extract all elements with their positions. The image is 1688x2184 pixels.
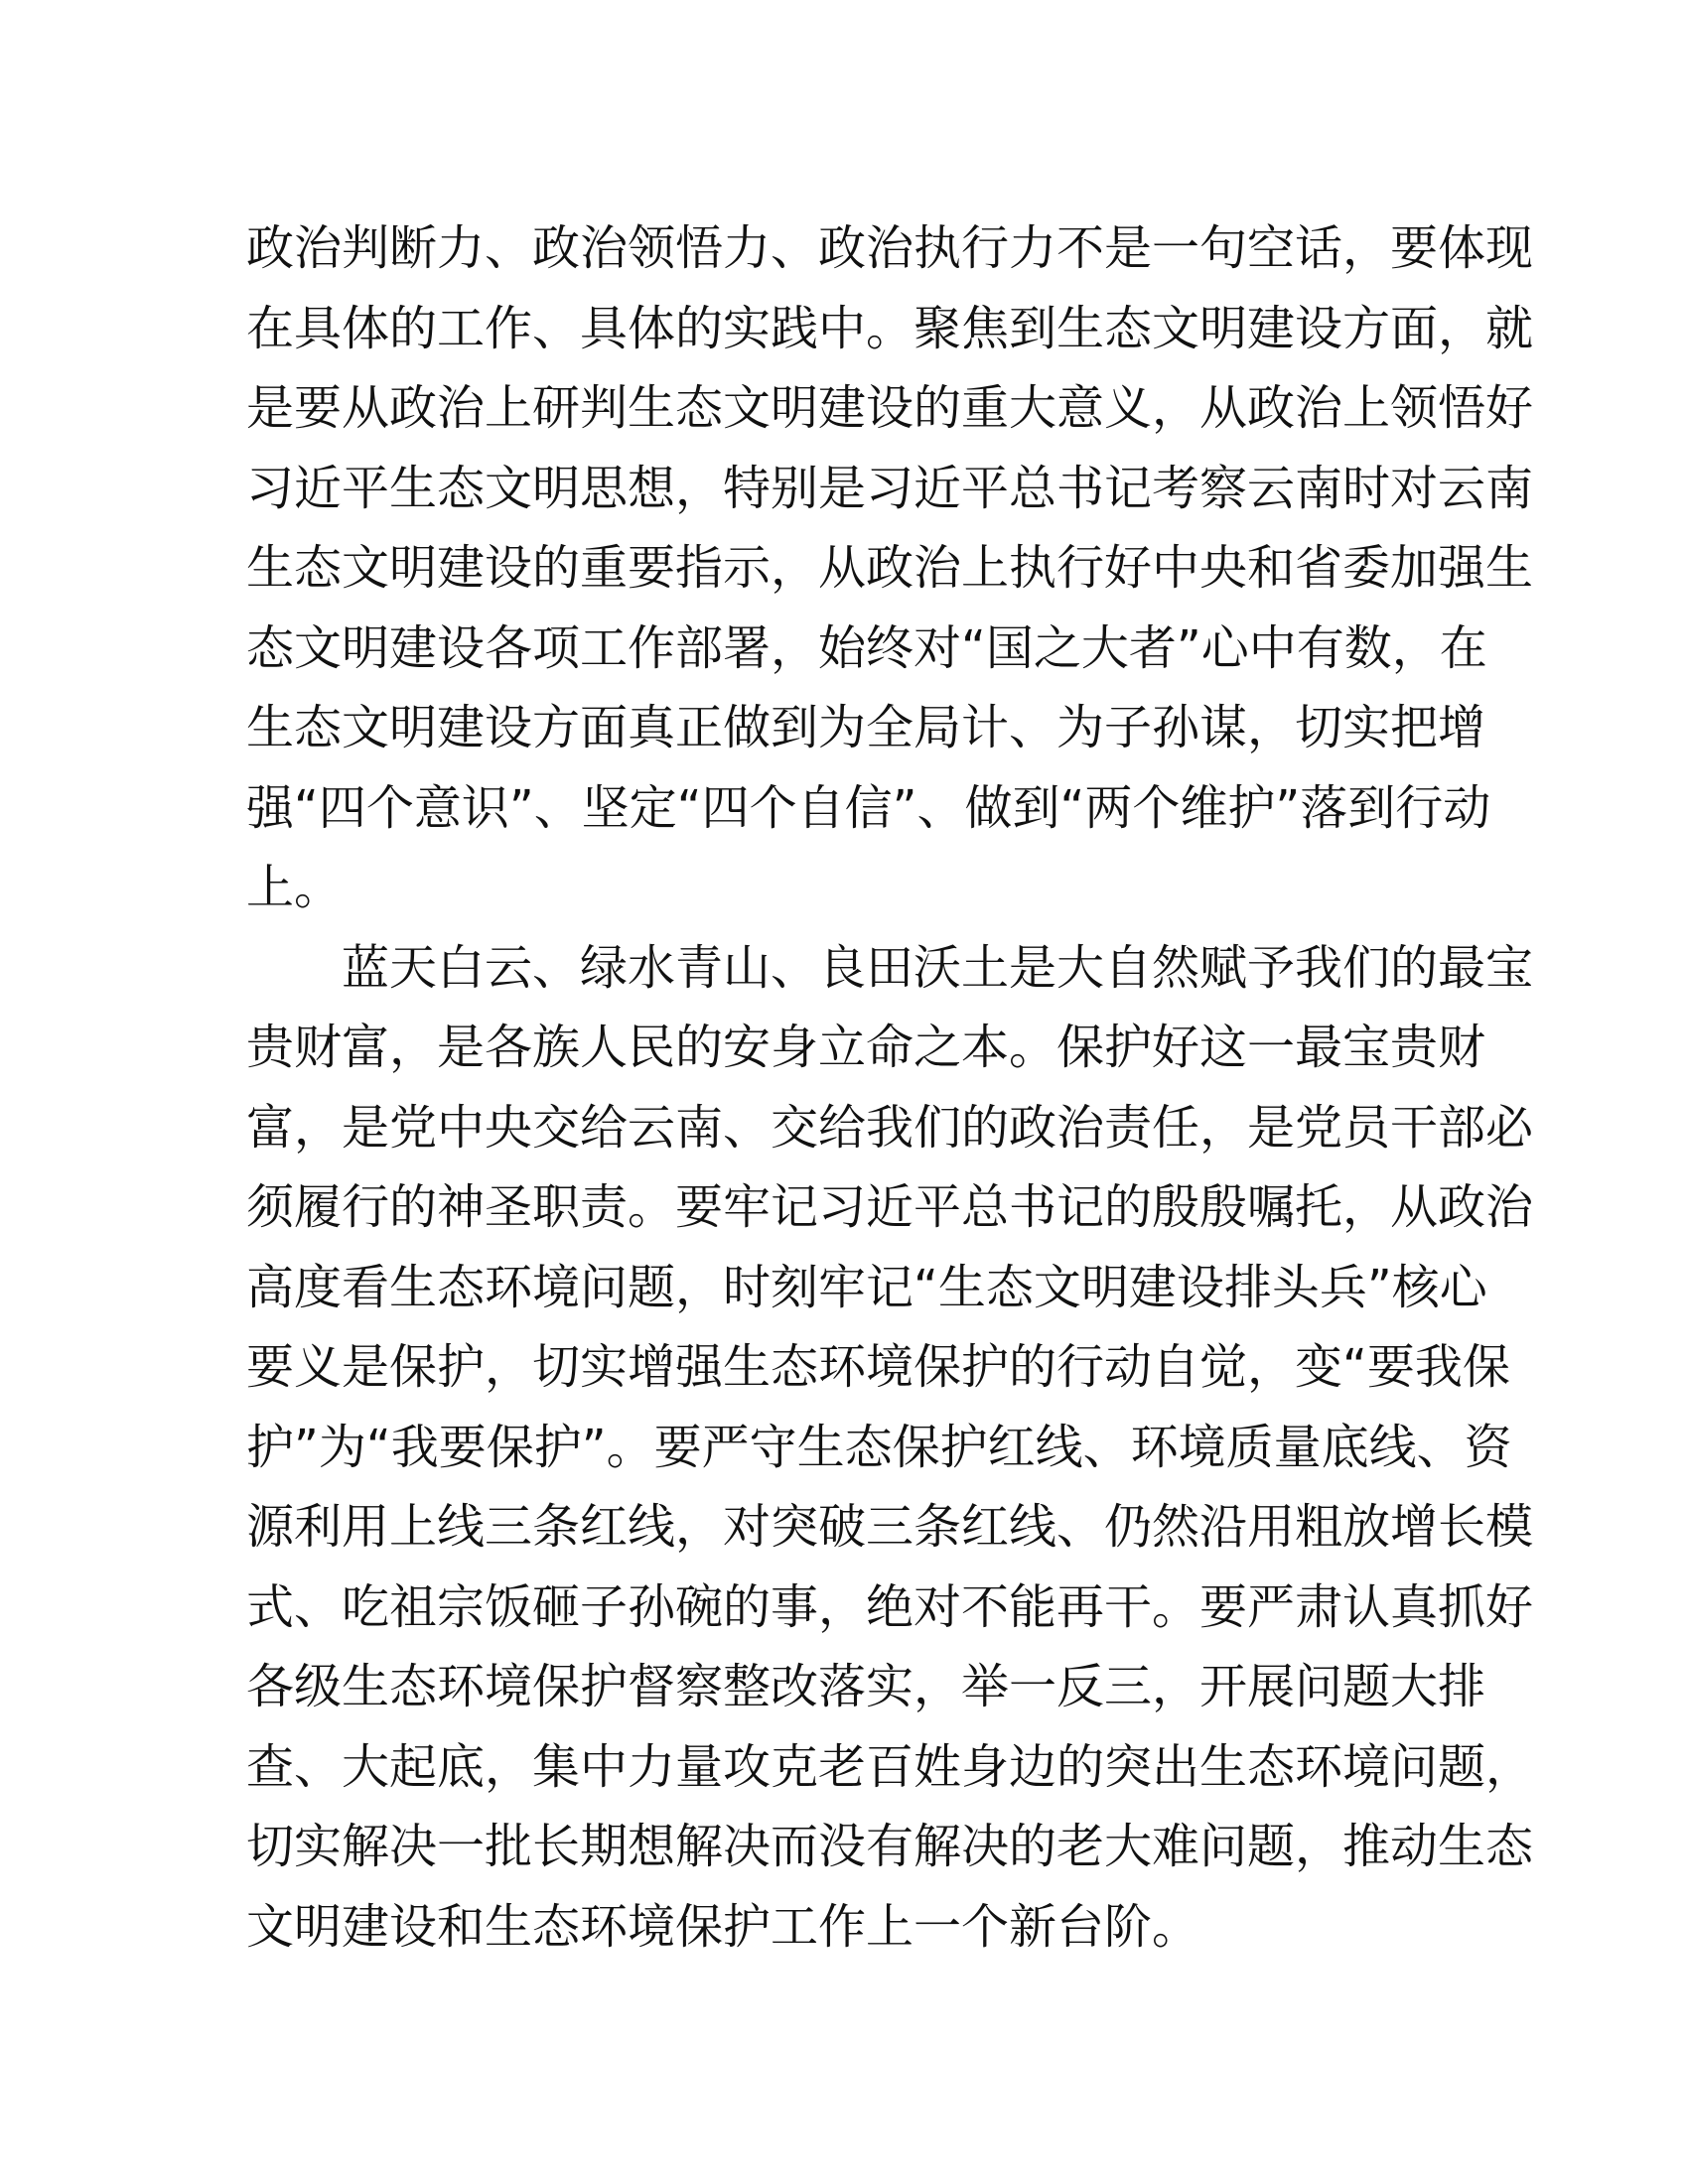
text-line: 态文明建设各项工作部署，始终对“国之大者”心中有数，在 xyxy=(246,619,1487,676)
text-line: 文明建设和生态环境保护工作上一个新台阶。 xyxy=(246,1898,1200,1955)
text-line: 上。 xyxy=(246,860,343,915)
text-line: 须履行的神圣职责。要牢记习近平总书记的殷殷嘱托，从政治 xyxy=(246,1179,1534,1235)
text-line: 贵财富，是各族人民的安身立命之本。保护好这一最宝贵财 xyxy=(246,1020,1486,1075)
text-line: 生态文明建设的重要指示，从政治上执行好中央和省委加强生 xyxy=(246,540,1534,596)
paragraph-2 xyxy=(246,928,1534,1968)
text-line: 生态文明建设方面真正做到为全局计、为子孙谋，切实把增 xyxy=(246,700,1486,755)
text-line: 习近平生态文明思想，特别是习近平总书记考察云南时对云南 xyxy=(246,460,1534,516)
text-line: 要义是保护，切实增强生态环境保护的行动自觉，变“要我保 xyxy=(246,1339,1510,1395)
text-line: 强“四个意识”、坚定“四个自信”、做到“两个维护”落到行动 xyxy=(246,779,1491,836)
text-line: 式、吃祖宗饭砸子孙碗的事，绝对不能再干。要严肃认真抓好 xyxy=(246,1578,1534,1635)
text-line: 切实解决一批长期想解决而没有解决的老大难问题，推动生态 xyxy=(246,1819,1534,1874)
text-line: 各级生态环境保护督察整改落实，举一反三，开展问题大排 xyxy=(246,1659,1486,1714)
text-line: 查、大起底，集中力量攻克老百姓身边的突出生态环境问题， xyxy=(246,1738,1534,1795)
text-line: 蓝天白云、绿水青山、良田沃土是大自然赋予我们的最宝 xyxy=(342,939,1534,996)
text-line: 是要从政治上研判生态文明建设的重大意义，从政治上领悟好 xyxy=(246,380,1534,436)
document-body xyxy=(246,208,1534,1967)
text-line: 源利用上线三条红线，对突破三条红线、仍然沿用粗放增长模 xyxy=(246,1499,1534,1555)
text-line: 高度看生态环境问题，时刻牢记“生态文明建设排头兵”核心 xyxy=(246,1259,1487,1315)
text-line: 富，是党中央交给云南、交给我们的政治责任，是党员干部必 xyxy=(246,1099,1534,1156)
text-line: 在具体的工作、具体的实践中。聚焦到生态文明建设方面，就 xyxy=(246,300,1534,356)
text-line: 护”为“我要保护”。要严守生态保护红线、环境质量底线、资 xyxy=(246,1419,1512,1475)
text-line: 政治判断力、政治领悟力、政治执行力不是一句空话，要体现 xyxy=(246,220,1534,276)
paragraph-1 xyxy=(246,208,1534,928)
